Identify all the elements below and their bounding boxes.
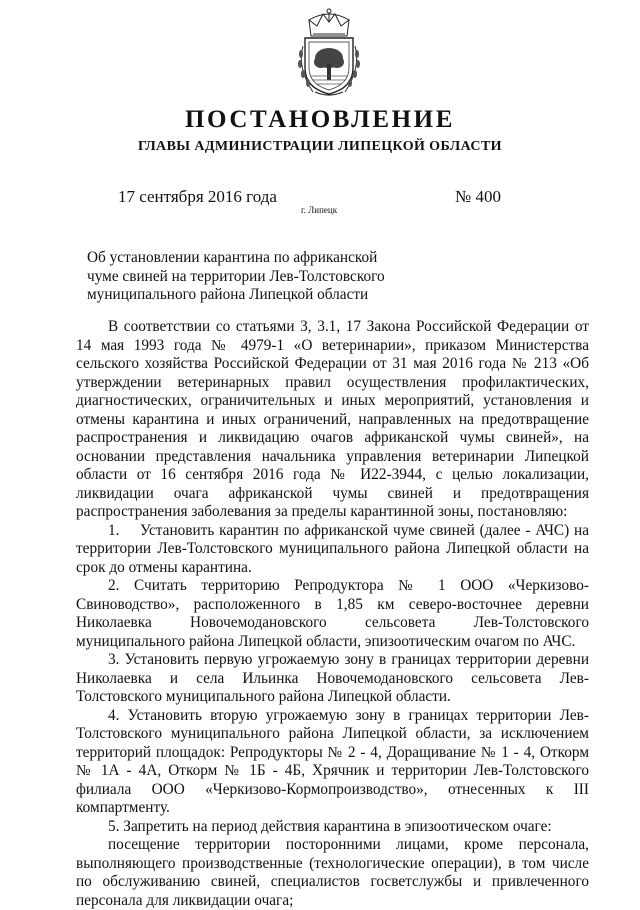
document-place: г. Липецк xyxy=(301,205,338,215)
item-4-paragraph: 4. Установить вторую угрожаемую зону в границах территории Лев-Толстовского муниципального района Липецкой области, за исключением территорий площадок: Репродукторы № 2 - 4, Доращивание № 1 - 4, Откорм № 1А - 4А, Откорм № 1Б - 4Б, Хрячник и территории Лев-Толстовского филиала ООО «Черкизово-Кормопроизводство», отнесенных к III компартменту. xyxy=(76,706,589,816)
document-number: № 400 xyxy=(455,187,501,206)
preamble-paragraph: В соответствии со статьями 3, 3.1, 17 Закона Российской Федерации от 14 мая 1993 года № 4979-1 «О ветеринарии», приказом Министерства сельского хозяйства Российской Федерации от 31 мая 2016 года № 213 «Об утверждении ветеринарных правил осуществления профилактических, диагностических, ограничительных и иных мероприятий, установления и отмены карантина и иных ограничений, направленных на предотвращение распространения и ликвидацию очагов африканской чумы свиней», на основании представления начальника управления ветеринарии Липецкой области от 16 сентября 2016 года № И22-3944, с целью локализации, ликвидации очага африканской чумы свиней и предотвращения распространения заболевания за пределы карантинной зоны, постановляю: xyxy=(76,318,589,520)
coat-of-arms-emblem xyxy=(293,6,365,98)
document-title: ПОСТАНОВЛЕНИЕ xyxy=(184,106,456,133)
item-5-subpoint-paragraph: посещение территории посторонними лицами, кроме персонала, выполняющего производственные (технологические операции), в том числе по обслуживанию свиней, специалистов госветслужбы и привлеченного персонала для ликвидации очага; xyxy=(76,836,589,909)
document-date: 17 сентября 2016 года xyxy=(118,187,277,206)
item-2-paragraph: 2. Считать территорию Репродуктора № 1 ООО «Черкизово-Свиноводство», расположенного в 1,85 км северо-восточнее деревни Николаевка Новочемодановского сельсовета Лев-Толстовского муниципального района Липецкой области, эпизоотическим очагом по АЧС. xyxy=(76,577,589,650)
item-1-number: 1. xyxy=(108,521,120,539)
item-1-paragraph xyxy=(76,522,589,578)
item-3-paragraph: 3. Установить первую угрожаемую зону в границах территории деревни Николаевка и села Ильинка Новочемодановского сельсовета Лев-Толстовского муниципального района Липецкой области. xyxy=(76,651,589,705)
item-1-text: Установить карантин по африканской чуме свиней (далее - АЧС) на территории Лев-Толстовского муниципального района Липецкой области на срок до отмены карантина. xyxy=(76,521,589,576)
document-body xyxy=(76,318,589,910)
issuing-authority: ГЛАВЫ АДМИНИСТРАЦИИ ЛИПЕЦКОЙ ОБЛАСТИ xyxy=(138,139,502,154)
document-subject: Об установлении карантина по африканской чуме свиней на территории Лев-Толстовского муниципального района Липецкой области xyxy=(87,249,385,303)
item-5-paragraph: 5. Запретить на период действия карантина в эпизоотическом очаге: xyxy=(108,817,552,835)
